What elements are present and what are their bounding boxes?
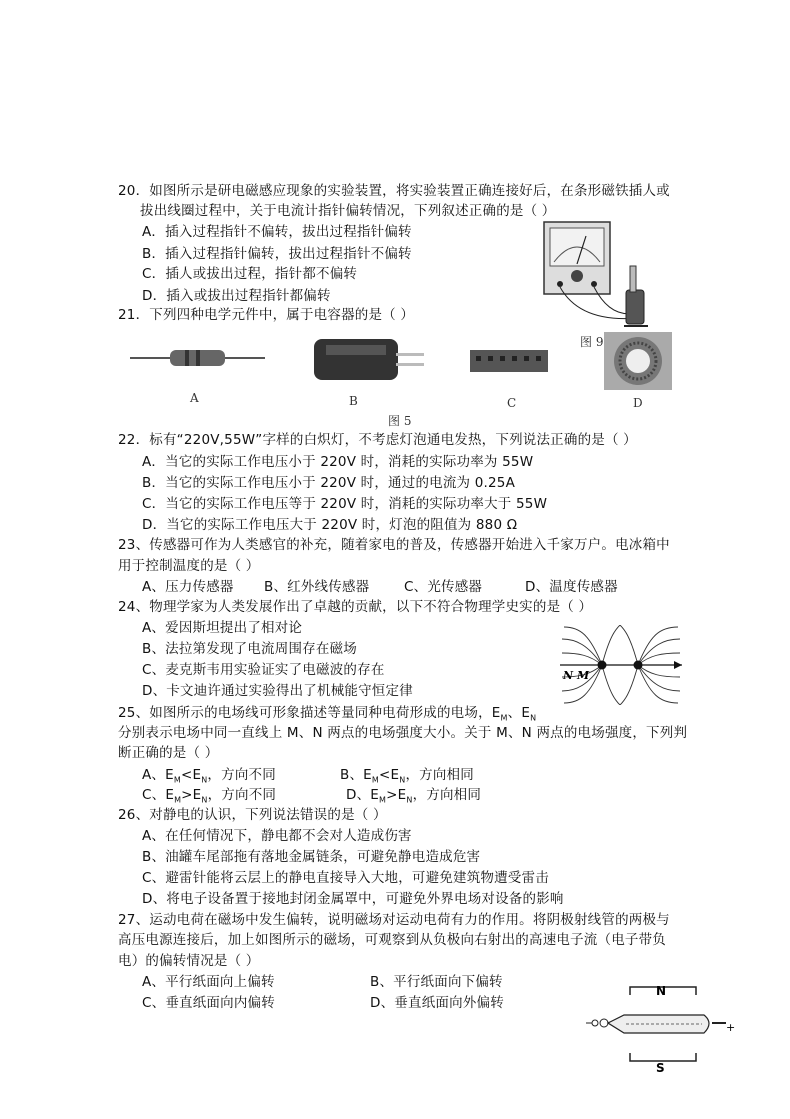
q27-option-c: C、垂直纸面向内偏转 <box>142 995 275 1011</box>
component-c-label: C <box>507 396 517 410</box>
q20-option-a: A．插入过程指针不偏转，拔出过程指针偏转 <box>142 224 412 240</box>
q25-option-b: B、$E_M<E_N$，方向相同 <box>340 767 474 785</box>
q22-stem: 22．标有“220V,55W”字样的白炽灯，不考虑灯泡通电发热，下列说法正确的是（ ） <box>118 432 637 448</box>
q24-option-c: C、麦克斯韦用实验证实了电磁波的存在 <box>142 662 385 678</box>
q26-option-b: B、油罐车尾部拖有落地金属链条，可避免静电造成危害 <box>142 849 481 865</box>
component-b-capacitor-image <box>312 337 427 382</box>
q25-option-d: D、$E_M>E_N$，方向相同 <box>346 787 482 805</box>
component-d-toroid-coil-image <box>604 332 672 390</box>
q20-stem-line2: 拔出线圈过程中，关于电流计指针偏转情况，下列叙述正确的是（ ） <box>140 203 556 219</box>
component-a-label: A <box>190 391 199 405</box>
q26-option-d: D、将电子设备置于接地封闭金属罩中，可避免外界电场对设备的影响 <box>142 891 564 907</box>
subscript-m: M <box>500 713 508 723</box>
electric-field-lines-figure <box>560 625 682 705</box>
q27-stem-line2: 高压电源连接后，加上如图所示的磁场，可观察到从负极向右射出的高速电子流（电子带负 <box>118 932 666 948</box>
q25-stem-line3: 断正确的是（ ） <box>118 745 219 761</box>
point-n-label: N <box>563 669 574 682</box>
q23-stem-line2: 用于控制温度的是（ ） <box>118 558 260 574</box>
q24-option-b: B、法拉第发现了电流周围存在磁场 <box>142 641 357 657</box>
south-pole-label: S <box>656 1061 665 1075</box>
q23-stem-line1: 23、传感器可作为人类感官的补充，随着家电的普及，传感器开始进入千家万户。电冰箱中 <box>118 537 670 553</box>
component-a-resistor-image <box>130 346 265 370</box>
q27-option-a: A、平行纸面向上偏转 <box>142 974 275 990</box>
component-b-label: B <box>349 394 358 408</box>
q23-option-b: B、红外线传感器 <box>264 579 370 595</box>
galvanometer-coil-figure <box>540 218 670 333</box>
figure-5-caption: 图 5 <box>388 414 412 428</box>
point-m-label: M <box>577 669 590 682</box>
q23-option-c: C、光传感器 <box>404 579 483 595</box>
q27-option-b: B、平行纸面向下偏转 <box>370 974 503 990</box>
q27-stem-line1: 27、运动电荷在磁场中发生偏转，说明磁场对运动电荷有力的作用。将阴极射线管的两极与 <box>118 912 670 928</box>
north-pole-label: N <box>656 984 667 998</box>
q20-stem-line1: 20．如图所示是研电磁感应现象的实验装置，将实验装置正确连接好后，在条形磁铁插人或 <box>118 183 670 199</box>
component-d-label: D <box>633 396 643 410</box>
q25-stem-line2: 分别表示电场中同一直线上 M、N 两点的电场强度大小。关于 M、N 两点的电场强度，下列判 <box>118 725 688 741</box>
q26-option-c: C、避雷针能将云层上的静电直接导入大地，可避免建筑物遭受雷击 <box>142 870 549 886</box>
q20-option-d: D．插入或拔出过程指针都偏转 <box>142 288 331 304</box>
q22-option-a: A．当它的实际工作电压小于 220V 时，消耗的实际功率为 55W <box>142 454 534 470</box>
q23-option-a: A、压力传感器 <box>142 579 234 595</box>
q20-option-b: B．插入过程指针偏转，拔出过程指针不偏转 <box>142 246 412 262</box>
positive-terminal-label: + <box>726 1021 736 1034</box>
q24-stem: 24、物理学家为人类发展作出了卓越的贡献，以下不符合物理学史实的是（ ） <box>118 599 593 615</box>
q27-option-d: D、垂直纸面向外偏转 <box>370 995 504 1011</box>
q26-option-a: A、在任何情况下，静电都不会对人造成伤害 <box>142 828 412 844</box>
q20-option-c: C．插人或拔出过程，指针都不偏转 <box>142 266 358 282</box>
q22-option-c: C．当它的实际工作电压等于 220V 时，消耗的实际功率大于 55W <box>142 496 548 512</box>
q25-option-a: A、$E_M<E_N$，方向不同 <box>142 767 276 785</box>
subscript-n: N <box>530 713 537 723</box>
q27-stem-line3: 电）的偏转情况是（ ） <box>118 953 260 969</box>
q24-option-a: A、爱因斯坦提出了相对论 <box>142 620 303 636</box>
figure-9-caption: 图 9 <box>580 335 604 349</box>
q22-option-d: D．当它的实际工作电压大于 220V 时，灯泡的阻值为 880 Ω <box>142 517 518 533</box>
cathode-ray-tube-figure <box>586 975 736 1075</box>
q22-option-b: B．当它的实际工作电压小于 220V 时，通过的电流为 0.25A <box>142 475 516 491</box>
q26-stem: 26、对静电的认识，下列说法错误的是（ ） <box>118 807 387 823</box>
q25-stem-line1: 25、如图所示的电场线可形象描述等量同种电荷形成的电场，$E_M$、$E_N$ <box>118 705 537 723</box>
q24-option-d: D、卡文迪许通过实验得出了机械能守恒定律 <box>142 683 413 699</box>
q23-option-d: D、温度传感器 <box>525 579 618 595</box>
component-c-chip-image <box>468 346 552 376</box>
q21-stem: 21．下列四种电学元件中，属于电容器的是（ ） <box>118 307 415 323</box>
q25-option-c: C、$E_M>E_N$，方向不同 <box>142 787 277 805</box>
